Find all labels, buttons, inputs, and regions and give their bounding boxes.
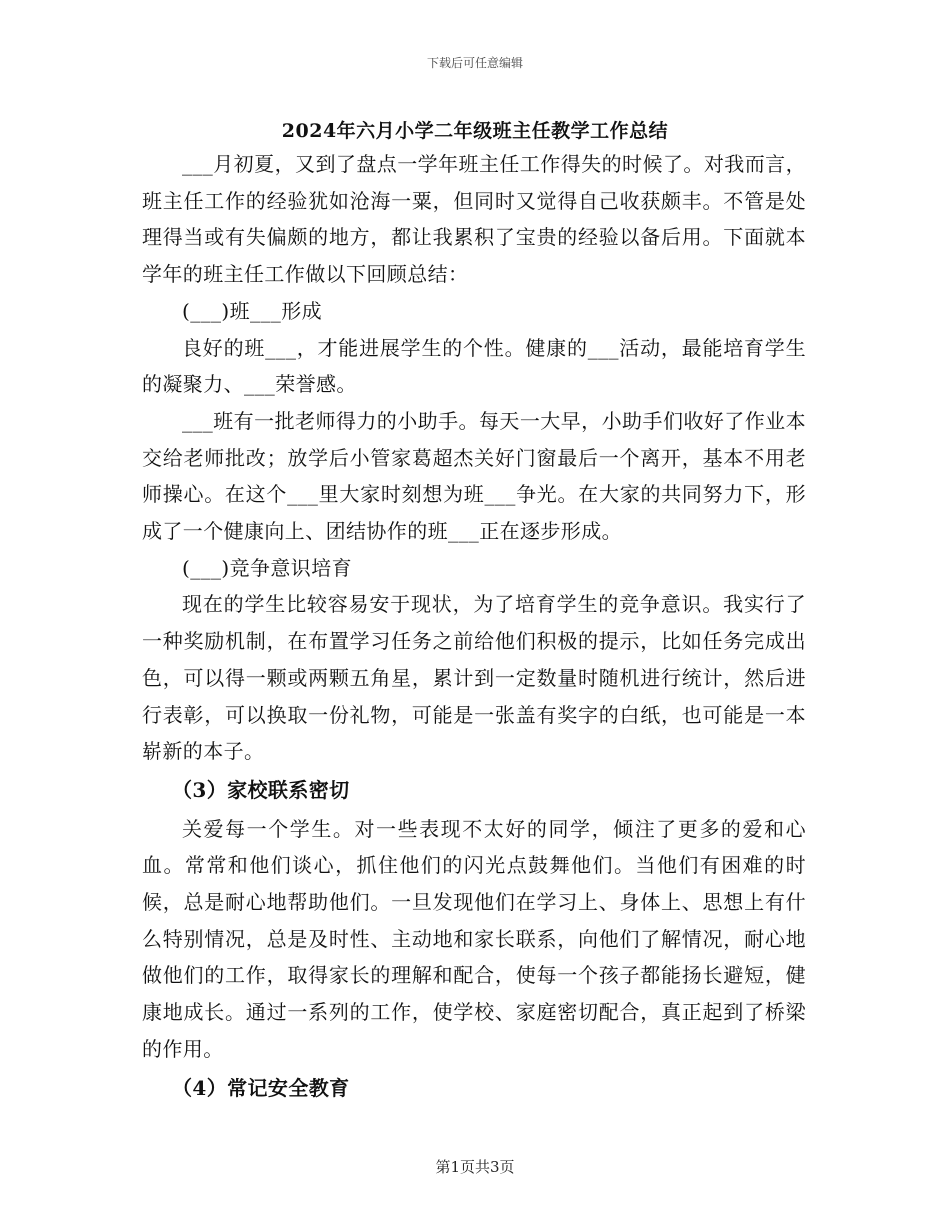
paragraph: 现在的学生比较容易安于现状，为了培育学生的竞争意识。我实行了一种奖励机制，在布置学习任务之前给他们积极的提示，比如任务完成出色，可以得一颗或两颗五角星，累计到一定数量时随机进行统计，然后进行表彰，可以换取一份礼物，可能是一张盖有奖字的白纸，也可能是一本崭新的本子。 — [142, 592, 806, 764]
paragraph: 良好的班___，才能进展学生的个性。健康的___活动，最能培育学生的凝聚力、___荣誉感。 — [142, 335, 806, 397]
section-heading-4: （4）常记安全教育 — [172, 1075, 350, 1100]
paragraph: ___班有一批老师得力的小助手。每天一大早，小助手们收好了作业本交给老师批改；放学后小管家葛超杰关好门窗最后一个离开，基本不用老师操心。在这个___里大家时刻想为班___争光。在大家的共同努力下，形成了一个健康向上、团结协作的班___正在逐步形成。 — [142, 408, 806, 544]
paragraph-intro: ___月初夏，又到了盘点一学年班主任工作得失的时候了。对我而言，班主任工作的经验犹如沧海一粟，但同时又觉得自己收获颇丰。不管是处理得当或有失偏颇的地方，都让我累积了宝贵的经验以备后用。下面就本学年的班主任工作做以下回顾总结： — [142, 152, 806, 287]
header-note: 下载后可任意编辑 — [426, 56, 523, 70]
page-number: 第1页共3页 — [435, 1158, 515, 1176]
document-title: 2024年六月小学二年级班主任教学工作总结 — [281, 120, 669, 142]
section-heading-2: (___)竞争意识培育 — [182, 555, 353, 580]
document-body — [142, 146, 806, 1108]
section-heading-3: （3）家校联系密切 — [172, 777, 350, 802]
paragraph: 关爱每一个学生。对一些表现不太好的同学，倾注了更多的爱和心血。常常和他们谈心，抓住他们的闪光点鼓舞他们。当他们有困难的时候，总是耐心地帮助他们。一旦发现他们在学习上、身体上、思想上有什么特别情况，总是及时性、主动地和家长联系，向他们了解情况，耐心地做他们的工作，取得家长的理解和配合，使每一个孩子都能扬长避短，健康地成长。通过一系列的工作，使学校、家庭密切配合，真正起到了桥梁的作用。 — [142, 816, 806, 1061]
section-heading-1: (___)班___形成 — [182, 298, 323, 323]
